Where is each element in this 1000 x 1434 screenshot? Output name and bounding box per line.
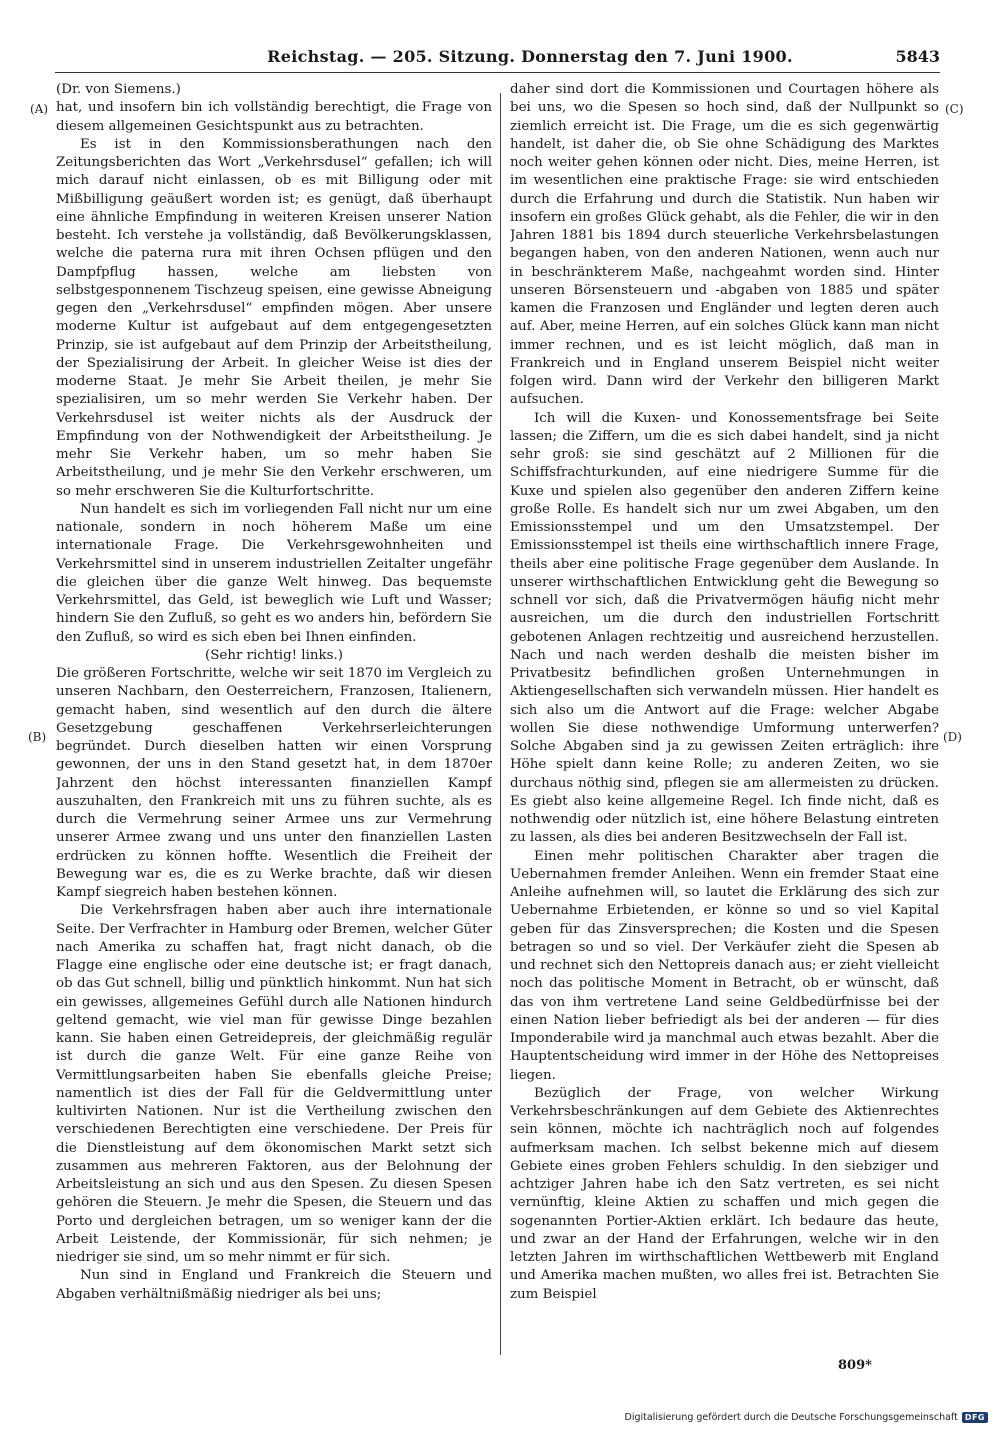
paragraph: daher sind dort die Kommissionen und Courtagen höhere als bei uns, wo die Spesen so hoch sind, daß der Nullpunkt so ziemlich erreicht ist. Die Frage, um die es sich gegenwärtig handelt, ist daher die, ob Sie ohne Schädigung des Marktes noch weiter gehen können oder nicht. Dies, meine Herren, ist im wesentlichen eine praktische Frage: sie wird entschieden durch die Erfahrung und durch die Statistik. Nun haben wir insofern ein großes Glück gehabt, als die Fehler, die wir in den Jahren 1881 bis 1894 durch steuerliche Verkehrsbelastungen begangen haben, von den anderen Nationen, wenn auch nur in beschränkterem Maße, nachgeahmt worden sind. Hinter unseren Börsensteuern und -abgaben von 1885 und später kamen die Franzosen und Engländer und legten deren auch auf. Aber, meine Herren, auf ein solches Glück kann man nicht immer rechnen, und es ist leicht möglich, daß man in Frankreich und in England unserem Beispiel nicht weiter folgen wird. Dann wird der Verkehr den billigeren Markt aufsuchen.	[510, 82, 939, 408]
paragraph: Ich will die Kuxen- und Konossementsfrage bei Seite lassen; die Ziffern, um die es sich dabei handelt, sind ja nicht sehr groß: sie sind geschätzt auf 2 Millionen für die Schiffsfrachturkunden, auf eine niedrigere Summe für die Kuxe und spielen also gegenüber den anderen Ziffern keine große Rolle. Es handelt sich nur um zwei Abgaben, um den Emissionsstempel und um den Umsatzstempel. Der Emissionsstempel ist theils eine wirthschaftlich innere Frage, theils aber eine politische Frage gegenüber dem Auslande. In unserer wirthschaftlichen Entwicklung geht die Bewegung so schnell vor sich, daß die Privatvermögen häufig nicht mehr ausreichen, um die durch den industriellen Fortschritt gebotenen Anlagen rechtzeitig und ausreichend herzustellen. Nach und nach werden deshalb die meisten bisher im Privatbesitz befindlichen großen Unternehmungen in Aktiengesellschaften sich verwandeln müssen. Hier handelt es sich also um die Antwort auf die Frage: welcher Abgabe wollen Sie diese nothwendige Umformung unterwerfen? Solche Abgaben sind ja zu gewissen Zeiten erträglich: ihre Höhe spielt dann keine Rolle; zu anderen Zeiten, wo sie durchaus nöthig sind, pflegen sie am allermeisten zu drücken. Es giebt also keine allgemeine Regel. Ich finde nicht, daß es nothwendig oder nützlich ist, eine höhere Belastung eintreten zu lassen, als dies bei anderen Besitzwechseln der Fall ist.	[510, 410, 939, 846]
footer	[625, 1412, 988, 1423]
paragraph: Die Verkehrsfragen haben aber auch ihre internationale Seite. Der Verfrachter in Hamburg oder Bremen, welcher Güter nach Amerika zu schaffen hat, fragt nicht danach, ob die Flagge eine englische oder eine deutsche ist; er fragt danach, ob das Gut schnell, billig und pünktlich hinkommt. Nun hat sich ein gewisses, allgemeines Gefühl durch alle Nationen hindurch geltend gemacht, wie viel man für gewisse Dinge bezahlen kann. Sie haben einen Getreidepreis, der gleichmäßig regulär ist durch die ganze Welt. Für eine ganze Reihe von Vermittlungsarbeiten haben Sie ebenfalls gleiche Preise; namentlich ist dies der Fall für die Geldvermittlung unter kultivirten Nationen. Nur ist die Vertheilung zwischen den verschiedenen Berechtigten eine verschiedene. Der Preis für die Dienstleistung auf dem ökonomischen Markt setzt sich zusammen aus mehreren Faktoren, aus der Belohnung der Arbeitsleistung an sich und aus den Spesen. Zu diesen Spesen gehören die Steuern. Je mehr die Spesen, die Steuern und das Porto und dergleichen betragen, um so weniger kann der die Arbeit Leistende, der Kommissionär, für sich nehmen; je niedriger sie sind, um so mehr nimmt er für sich.	[56, 903, 492, 1265]
paragraph: hat, und insofern bin ich vollständig berechtigt, die Frage von diesem allgemeinen Gesichtspunkt aus zu betrachten.	[56, 100, 492, 134]
margin-marker-c: (C)	[945, 102, 964, 116]
running-title: Reichstag. — 205. Sitzung. Donnerstag den 7. Juni 1900.	[267, 47, 793, 66]
paragraph: Einen mehr politischen Charakter aber tragen die Uebernahmen fremder Anleihen. Wenn ein fremder Staat eine Anleihe aufnehmen will, so lautet die Erklärung des sich zur Uebernahme Erbietenden, er könne so und so viel Kapital geben für das Zinsversprechen; die Kosten und die Spesen betragen so und so viel. Der Verkäufer zieht die Spesen ab und rechnet sich den Nettopreis danach aus; er zieht vielleicht noch das politische Moment in Betracht, ob er wünscht, daß das von ihm vertretene Land seine Geldbedürfnisse bei der einen Nation lieber befriedigt als bei der anderen — für dies Imponderabile wird ja manchmal auch etwas bezahlt. Aber die Hauptentscheidung wird immer in der Höhe des Nettopreises liegen.	[510, 848, 939, 1083]
right-column	[510, 81, 939, 1361]
page-header	[55, 47, 940, 71]
margin-marker-a: (A)	[30, 102, 49, 116]
interjection: (Sehr richtig! links.)	[205, 647, 343, 663]
margin-marker-d: (D)	[943, 730, 962, 744]
paragraph: Bezüglich der Frage, von welcher Wirkung Verkehrsbeschränkungen auf dem Gebiete des Aktienrechtes sein können, möchte ich nachträglich noch auf folgendes aufmerksam machen. Ich selbst bekenne mich auf diesem Gebiete eines groben Fehlers schuldig. In den siebziger und achtziger Jahren habe ich den Satz vertreten, es sei nicht vernünftig, kleine Aktien zu schaffen und mich gegen die sogenannten Portier-Aktien erklärt. Ich bedaure das heute, und zwar an der Hand der Erfahrungen, welche wir in den letzten Jahren im wirthschaftlichen Wettbewerb mit England und Amerika machen mußten, wo alles frei ist. Betrachten Sie zum Beispiel	[510, 1085, 939, 1302]
left-column	[56, 81, 492, 1361]
paragraph: Nun sind in England und Frankreich die Steuern und Abgaben verhältnißmäßig niedriger als bei uns;	[56, 1268, 492, 1302]
column-divider	[500, 93, 501, 1355]
paragraph: Die größeren Fortschritte, welche wir seit 1870 im Vergleich zu unseren Nachbarn, den Oesterreichern, Franzosen, Italienern, gemacht haben, sind wesentlich auf den durch die ältere Gesetzgebung geschaffenen Verkehrserleichterungen begründet. Durch dieselben hatten wir einen Vorsprung gewonnen, der uns in den Stand gesetzt hat, in dem 1870er Jahrzent den höchst interessanten finanziellen Kampf auszuhalten, den Frankreich mit uns zu führen suchte, als es durch die Vermehrung seiner Armee uns zur Vermehrung unserer Armee zwang und uns unter den finanziellen Lasten erdrücken zu können hoffte. Wesentlich die Freiheit der Bewegung war es, die es zu Werke brachte, daß wir diesen Kampf siegreich haben bestehen können.	[56, 666, 492, 900]
print-signature: 809*	[838, 1358, 872, 1373]
margin-marker-b: (B)	[28, 730, 47, 744]
paragraph: Es ist in den Kommissionsberathungen nach den Zeitungsberichten das Wort „Verkehrsdusel“ gefallen; ich will mich darauf nicht einlassen, ob es mit Billigung oder mit Mißbilligung geäußert worden ist; es genügt, daß überhaupt eine ähnliche Empfindung in weiteren Kreisen unserer Nation besteht. Ich verstehe ja vollständig, daß Bevölkerungsklassen, welche die paterna rura mit ihren Ochsen pflügen und den Dampfpflug hassen, welche am liebsten von selbstgesponnenem Tischzeug speisen, eine gewisse Abneigung gegen den „Verkehrsdusel“ empfinden mögen. Aber unsere moderne Kultur ist aufgebaut auf dem entgegengesetzten Prinzip, sie ist aufgebaut auf dem Prinzip der Arbeitstheilung, der Spezialisirung der Arbeit. In gleicher Weise ist dies der moderne Staat. Je mehr Sie Arbeit theilen, je mehr Sie spezialisiren, um so mehr werden Sie Verkehr haben. Der Verkehrsdusel ist weiter nichts als der Ausdruck der Empfindung von der Nothwendigkeit der Arbeitstheilung. Je mehr Sie Verkehr haben, um so mehr haben Sie Arbeitstheilung, und je mehr Sie den Verkehr erschweren, um so mehr erschweren Sie die Kulturfortschritte.	[56, 136, 492, 499]
header-rule	[55, 72, 940, 73]
footer-credit: Digitalisierung gefördert durch die Deutsche Forschungsgemeinschaft	[624, 1412, 958, 1423]
dfg-logo-icon: DFG	[962, 1412, 988, 1423]
speaker-label: (Dr. von Siemens.)	[56, 82, 181, 97]
page-number: 5843	[895, 47, 940, 66]
paragraph: Nun handelt es sich im vorliegenden Fall nicht nur um eine nationale, sondern in noch höherem Maße um eine internationale Frage. Die Verkehrsgewohnheiten und Verkehrsmittel sind in unserem industriellen Zeitalter ungefähr die gleichen über die ganze Welt hinweg. Das bequemste Verkehrsmittel, das Geld, ist beweglich wie Luft und Wasser; hindern Sie den Zufluß, so geht es wo anders hin, befördern Sie den Zufluß, so wird es sich eben bei Ihnen einfinden.	[56, 501, 492, 645]
